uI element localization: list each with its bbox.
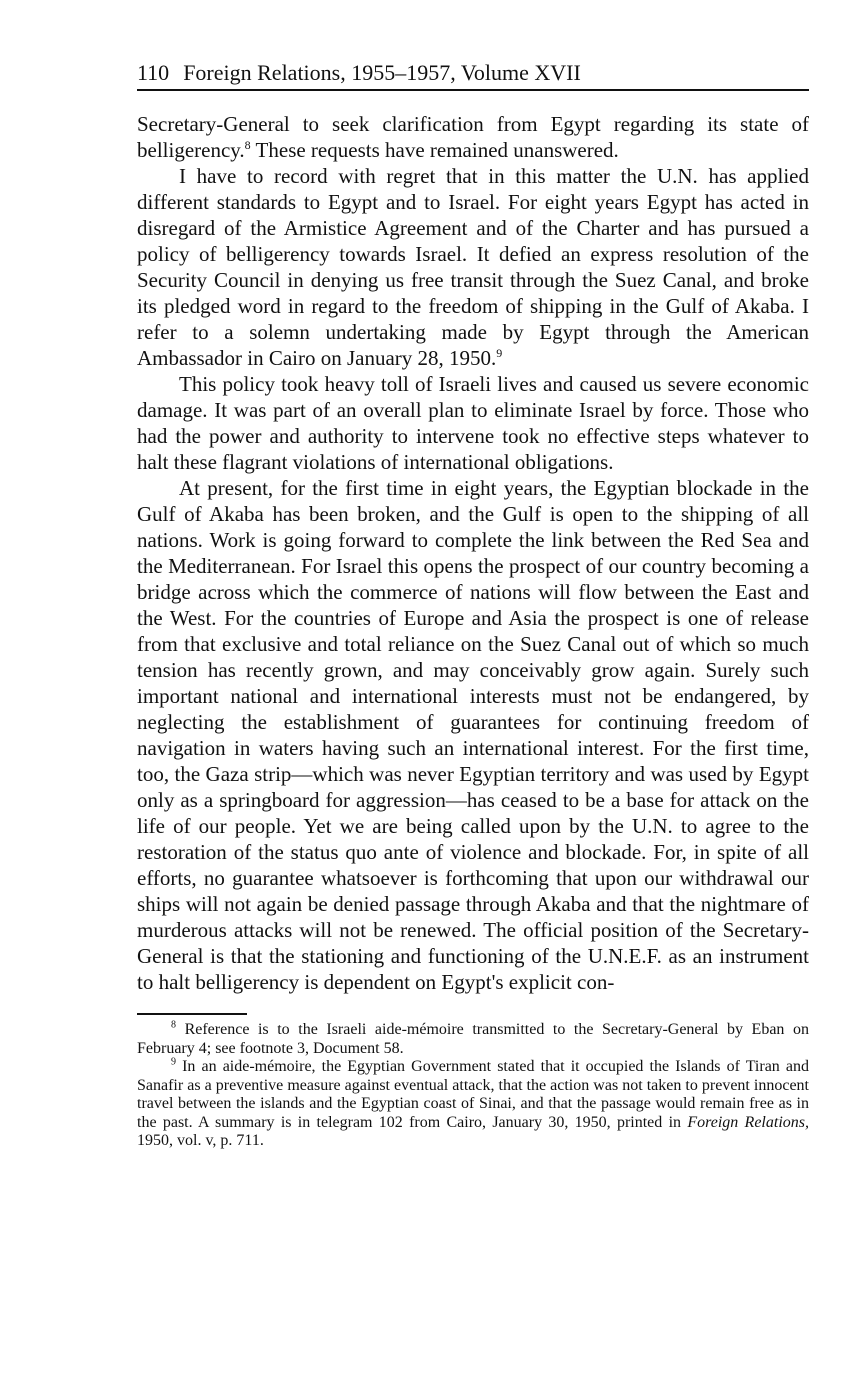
document-page	[137, 58, 809, 1151]
footnote-marker: 9	[171, 1056, 176, 1068]
footnote-text: Reference is to the Israeli aide-mémoire transmitted to the Secretary-General by Eban on February 4; see footnote 3, Document 58.	[137, 1021, 809, 1057]
page-number: 110	[137, 60, 170, 85]
paragraph-1	[137, 111, 809, 163]
footnote-8	[137, 1021, 809, 1058]
footnote-ref-9: 9	[496, 346, 503, 360]
paragraph-2	[137, 163, 809, 371]
footnote-marker: 8	[171, 1019, 176, 1031]
footnote-9	[137, 1058, 809, 1151]
footnote-text-cont: 1950, vol. v, p. 711.	[137, 1132, 264, 1149]
running-title: Foreign Relations, 1955–1957, Volume XVII	[183, 60, 581, 85]
footnotes	[137, 1021, 809, 1151]
footnote-text: In an aide-mémoire, the Egyptian Government stated that it occupied the Islands of Tiran and Sanafir as a preventive measure against eventual attack, that the action was not taken to prevent innocent travel between the islands and the Egyptian coast of Sinai, and that the passage would remain free as in the past. A summary is in telegram 102 from Cairo, January 30, 1950, printed in	[137, 1058, 809, 1131]
paragraph-2-text: I have to record with regret that in this matter the U.N. has applied different standards to Egypt and to Israel. For eight years Egypt has acted in disregard of the Armistice Agreement and of the Charter and has pursued a policy of belligerency towards Israel. It defied an express resolution of the Security Council in denying us free transit through the Suez Canal, and broke its pledged word in regard to the freedom of shipping in the Gulf of Akaba. I refer to a solemn undertaking made by Egypt through the American Ambassador in Cairo on January 28, 1950.	[137, 164, 809, 370]
paragraph-1-text-cont: These requests have remained unanswered.	[250, 138, 619, 162]
footnote-citation-title: Foreign Relations,	[687, 1113, 809, 1131]
paragraph-1-text: Secretary-General to seek clarification from Egypt regarding its state of belligerency.	[137, 112, 809, 162]
running-head	[137, 58, 809, 91]
body-text	[137, 111, 809, 995]
footnote-divider	[137, 1013, 247, 1015]
paragraph-3: This policy took heavy toll of Israeli lives and caused us severe economic damage. It was part of an overall plan to eliminate Israel by force. Those who had the power and authority to intervene took no effective steps whatever to halt these flagrant violations of international obligations.	[137, 372, 809, 474]
paragraph-4: At present, for the first time in eight years, the Egyptian blockade in the Gulf of Akaba has been broken, and the Gulf is open to the shipping of all nations. Work is going forward to complete the link between the Red Sea and the Mediterranean. For Israel this opens the prospect of our country becoming a bridge across which the commerce of nations will flow between the East and the West. For the countries of Europe and Asia the prospect is one of release from that exclusive and total reliance on the Suez Canal out of which so much tension has recently grown, and may conceivably grow again. Surely such important national and international interests must not be endangered, by neglecting the establishment of guarantees for continuing freedom of navigation in waters having such an international interest. For the first time, too, the Gaza strip—which was never Egyptian territory and was used by Egypt only as a springboard for aggression—has ceased to be a base for attack on the life of our people. Yet we are being called upon by the U.N. to agree to the restoration of the status quo ante of violence and blockade. For, in spite of all efforts, no guarantee whatsoever is forthcoming that upon our withdrawal our ships will not again be denied passage through Akaba and that the nightmare of murderous attacks will not be renewed. The official position of the Secretary-General is that the stationing and functioning of the U.N.E.F. as an instrument to halt belligerency is dependent on Egypt's explicit con-	[137, 476, 809, 994]
footnote-ref-8: 8	[244, 138, 251, 152]
